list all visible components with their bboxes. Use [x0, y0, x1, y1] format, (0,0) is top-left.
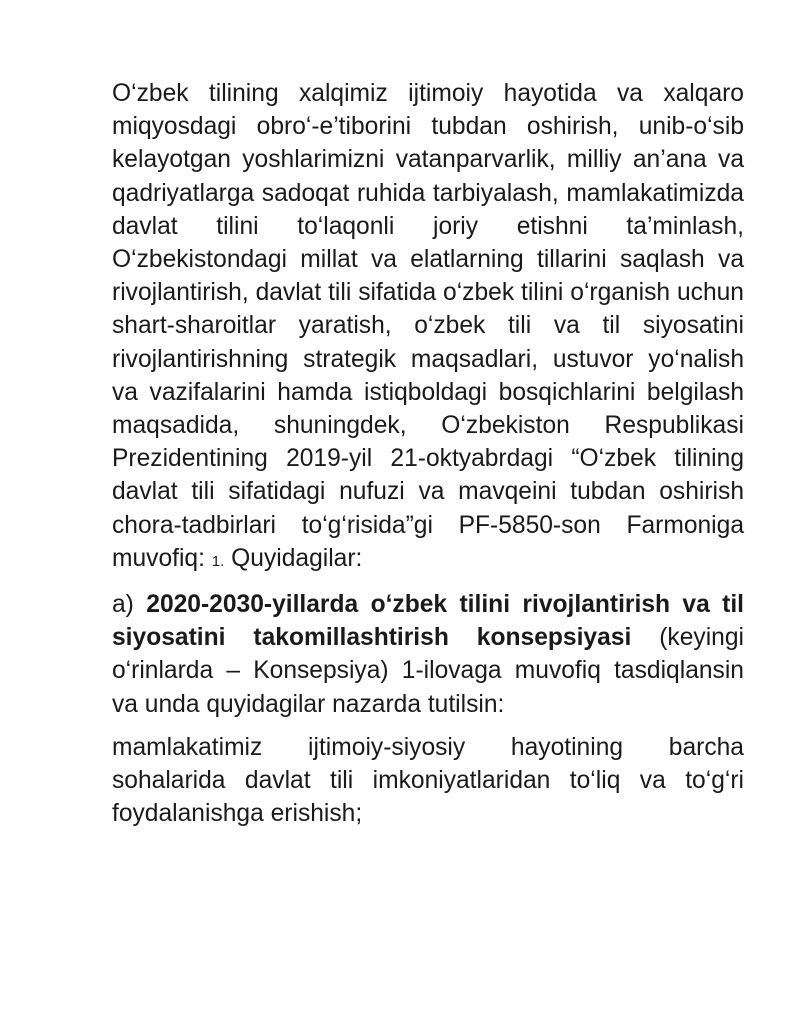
paragraph-preamble [112, 77, 744, 578]
paragraph-concept [112, 588, 744, 721]
concept-title: 2020-2030-yillarda o‘zbek tilini rivojlantirish va til siyosatini takomillashtirish konsepsiyasi [112, 591, 744, 652]
paragraph-provision [112, 731, 744, 831]
item-prefix: a) [112, 591, 134, 619]
item-number: 1. [211, 552, 225, 570]
document-page [112, 77, 744, 830]
provision-text: mamlakatimiz ijtimoiy-siyosiy hayotining barcha sohalarida davlat tili imkoniyatlaridan to‘liq va to‘g‘ri foydalanishga erishish; [112, 733, 744, 828]
item-text: Quyidagilar: [231, 544, 363, 572]
preamble-text: O‘zbek tilining xalqimiz ijtimoiy hayotida va xalqaro miqyosdagi obro‘-e’tiborini tubdan oshirish, unib-o‘sib kelayotgan yoshlarimizni vatanparvarlik, milliy an’ana va qadriyatlarga sadoqat ruhida tarbiyalash, mamlakatimizda davlat tilini to‘laqonli joriy etishni ta’minlash, O‘zbekistondagi millat va elatlarning tillarini saqlash va rivojlantirish, davlat tili sifatida o‘zbek tilini o‘rganish uchun shart-sharoitlar yaratish, o‘zbek tili va til siyosatini rivojlantirishning strategik maqsadlari, ustuvor yo‘nalish va vazifalarini hamda istiqboldagi bosqichlarini belgilash maqsadida, shuningdek, O‘zbekiston Respublikasi Prezidentining 2019-yil 21-oktyabrdagi “O‘zbek tilining davlat tili sifatidagi nufuzi va mavqeini tubdan oshirish chora-tadbirlari to‘g‘risida”gi PF-5850-son Farmoniga muvofiq: [112, 80, 744, 572]
concept-rest: (keyingi o‘rinlarda – Konsepsiya) 1-ilovaga muvofiq tasdiqlansin va unda quyidagilar nazarda tutilsin: [112, 624, 744, 718]
